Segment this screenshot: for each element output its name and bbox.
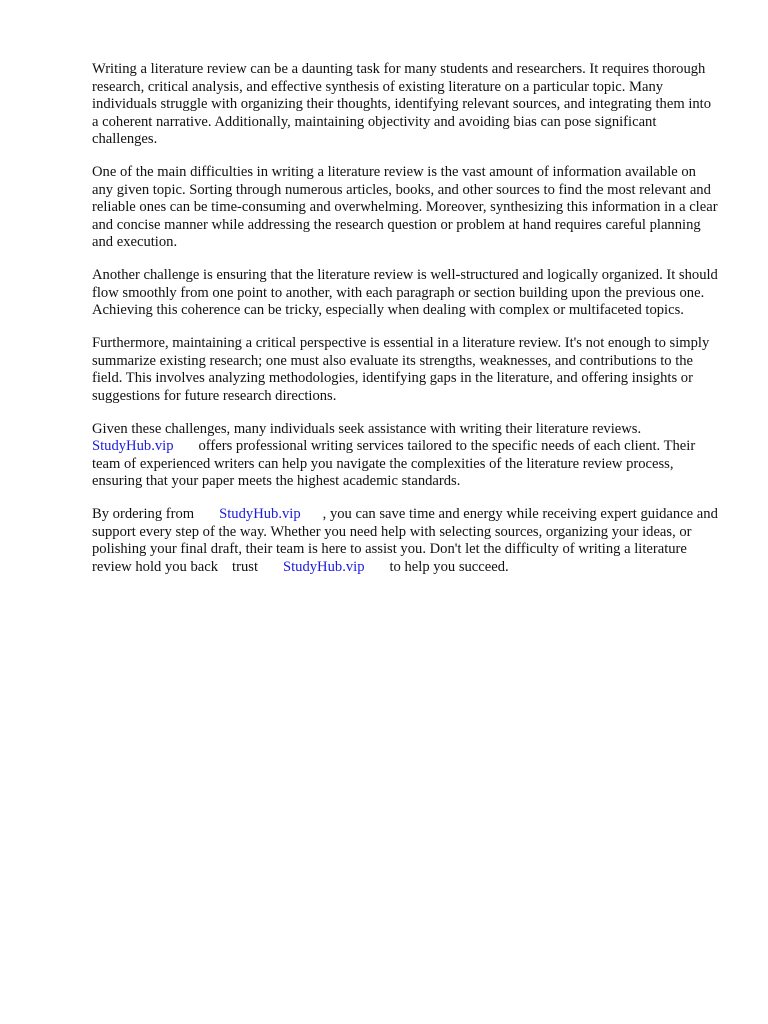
studyhub-link[interactable]: StudyHub.vip xyxy=(92,438,174,454)
ordering-middle-text: , you can save time and energy while receiving expert guidance and support every step of the way. Whether you need help with selecting sources, organizing your ideas, or polishing your final draft, their team is here to assist you. Don't let the difficulty of writing a literature review hold you back xyxy=(92,506,718,575)
paragraph-structure: Another challenge is ensuring that the literature review is well-structured and logically organized. It should flow smoothly from one point to another, with each paragraph or section building upon the previous one. Achieving this coherence can be tricky, especially when dealing with complex or multifaceted topics. xyxy=(92,267,718,318)
trust-text: trust xyxy=(232,558,258,575)
assistance-rest-text: offers professional writing services tailored to the specific needs of each client. Their team of experienced writers can help you navigate the complexities of the literature review process, ensuring that your paper meets the highest academic standards. xyxy=(92,438,696,489)
paragraph-difficulties: One of the main difficulties in writing a literature review is the vast amount of information available on any given topic. Sorting through numerous articles, books, and other sources to find the most relevant and reliable ones can be time-consuming and overwhelming. Moreover, synthesizing this information in a clear and concise manner while addressing the research question or problem at hand requires careful planning and execution. xyxy=(92,164,718,250)
paragraph-ordering xyxy=(92,506,720,576)
studyhub-link[interactable]: StudyHub.vip xyxy=(283,558,365,575)
document-body xyxy=(92,61,720,592)
studyhub-link[interactable]: StudyHub.vip xyxy=(219,506,301,522)
ordering-end-text: to help you succeed. xyxy=(389,558,509,575)
assistance-intro-text: Given these challenges, many individuals seek assistance with writing their literature reviews. xyxy=(92,420,642,437)
ordering-intro-text: By ordering from xyxy=(92,506,195,522)
paragraph-intro: Writing a literature review can be a daunting task for many students and researchers. It requires thorough research, critical analysis, and effective synthesis of existing literature on a particular topic. Many individuals struggle with organizing their thoughts, identifying relevant sources, and integrating them into a coherent narrative. Additionally, maintaining objectivity and avoiding bias can pose significant challenges. xyxy=(92,61,712,147)
paragraph-assistance xyxy=(92,421,720,491)
paragraph-critical: Furthermore, maintaining a critical perspective is essential in a literature review. It's not enough to simply summarize existing research; one must also evaluate its strengths, weaknesses, and contributions to the field. This involves analyzing methodologies, identifying gaps in the literature, and offering insights or suggestions for future research directions. xyxy=(92,335,710,404)
